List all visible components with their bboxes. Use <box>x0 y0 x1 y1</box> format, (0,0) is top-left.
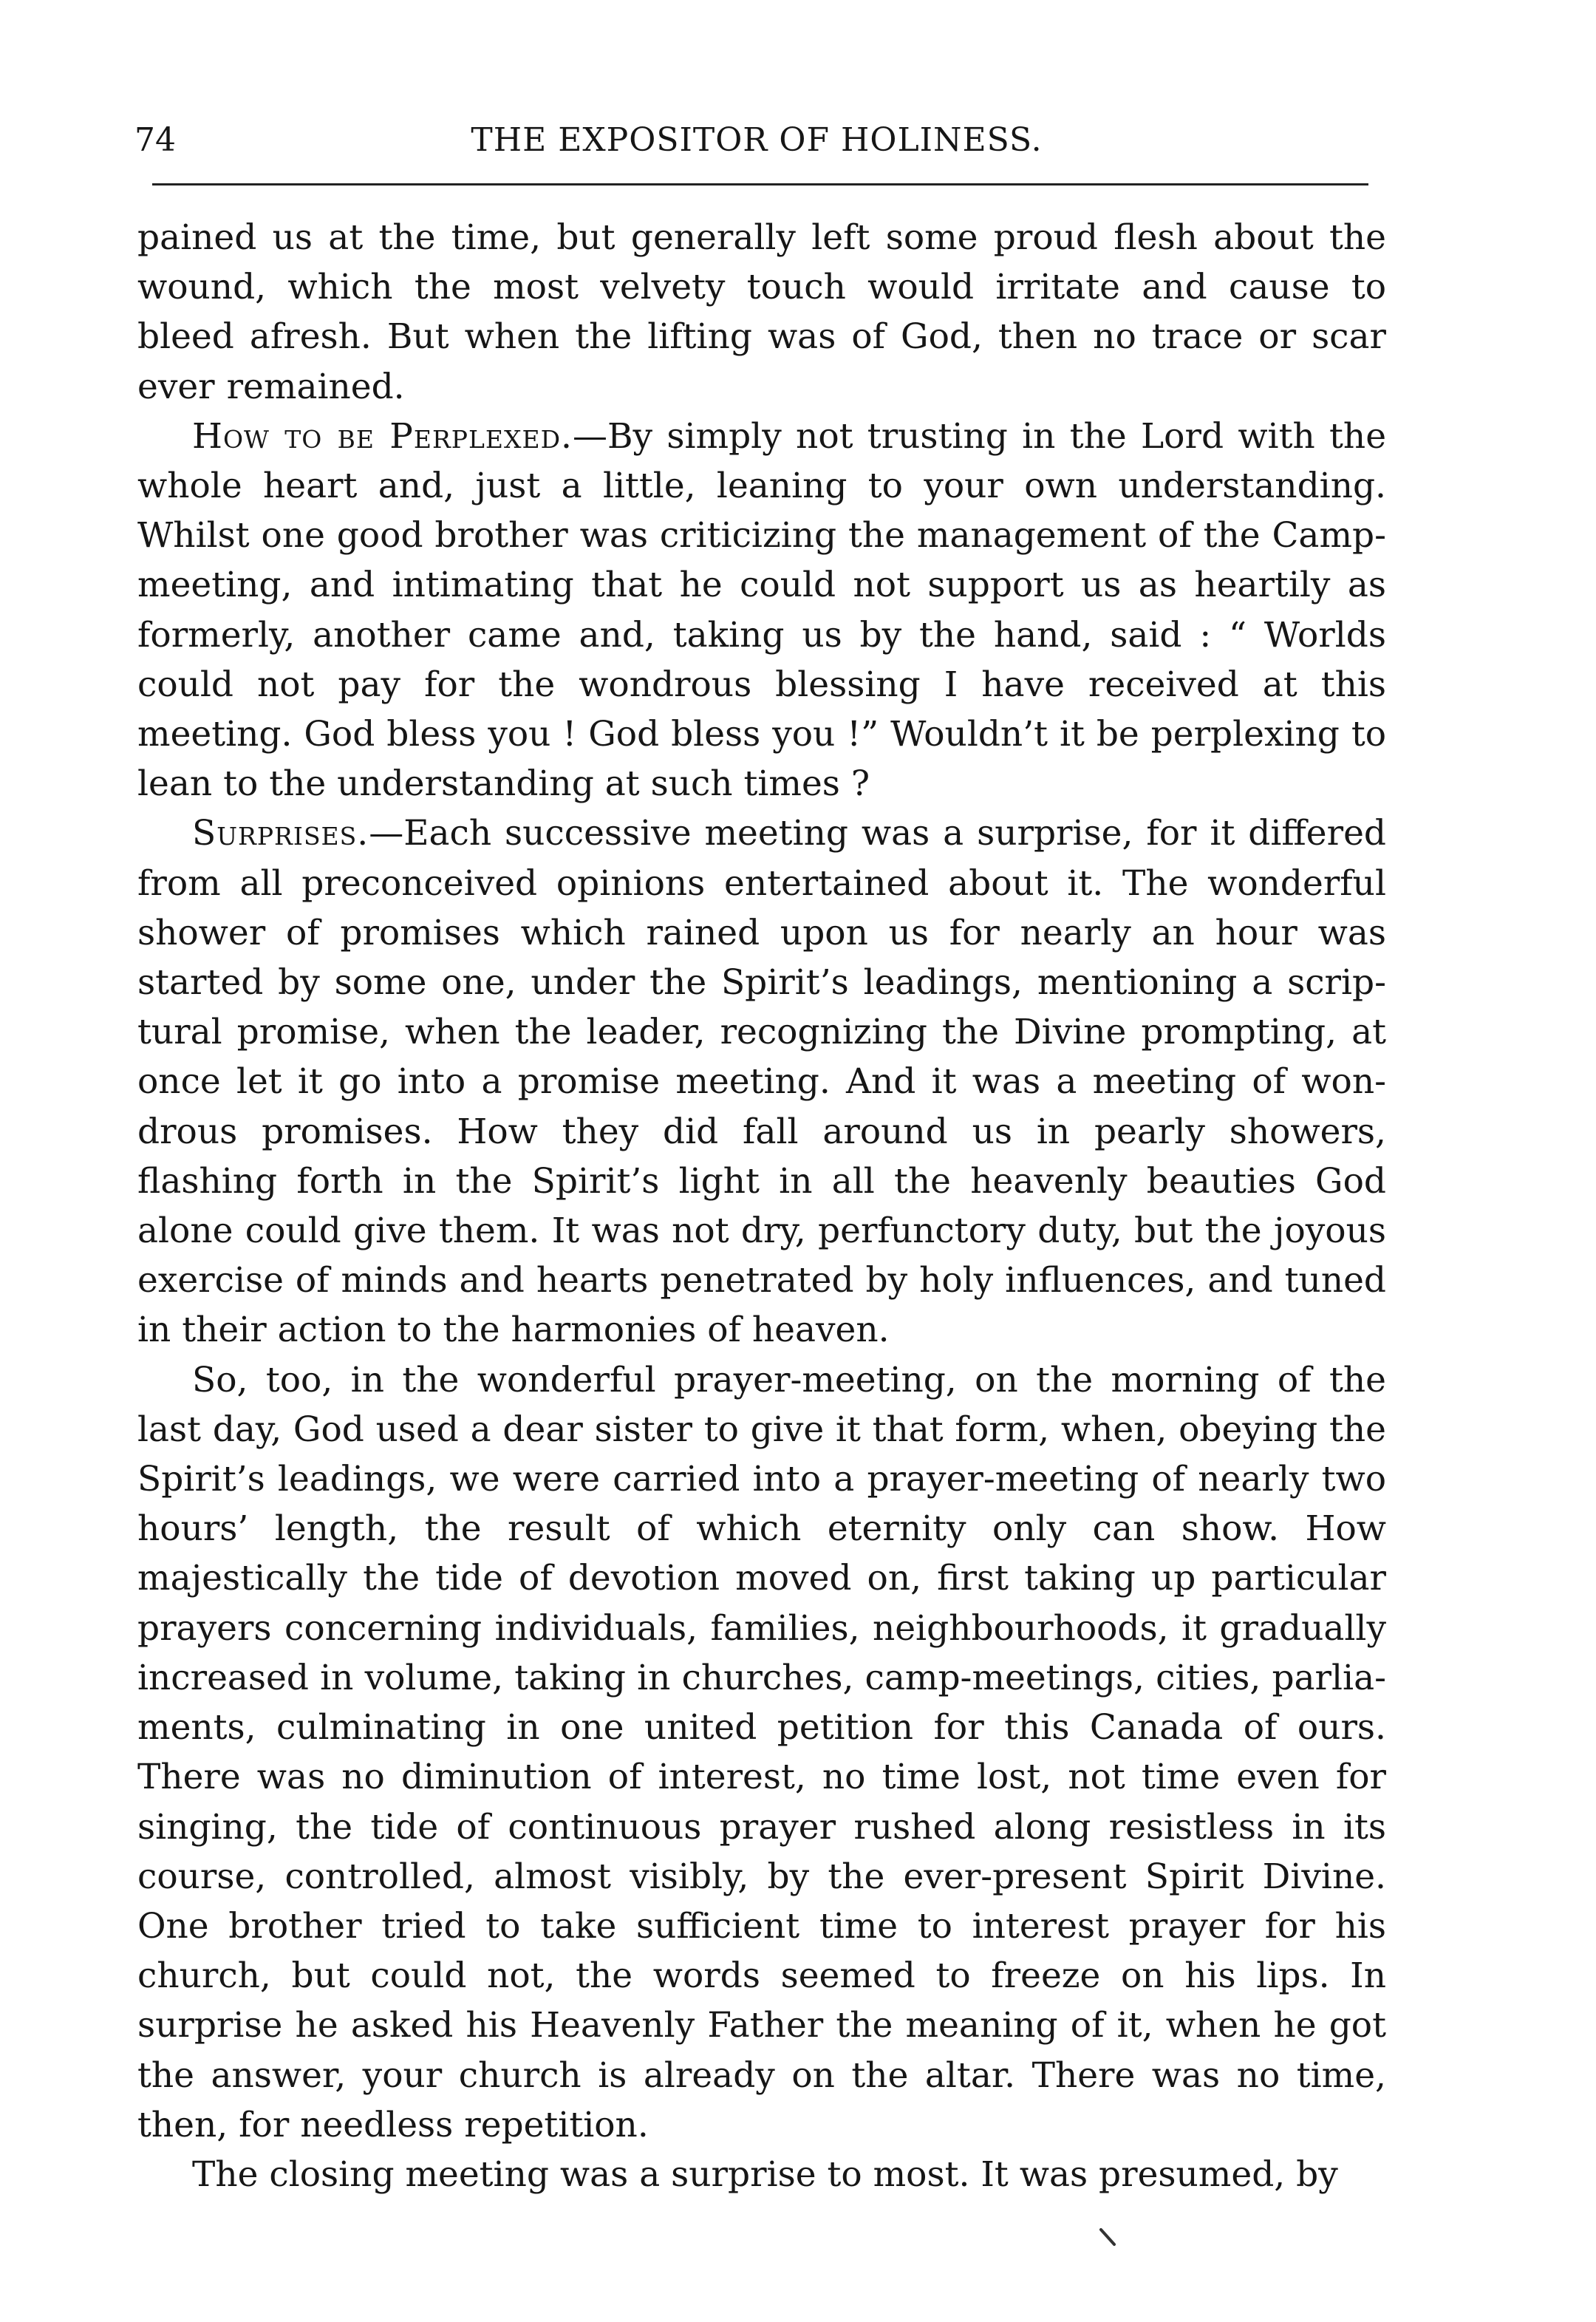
section-heading-surprises: Surprises. <box>192 813 369 854</box>
paragraph-surprises <box>137 808 1386 1355</box>
paragraph-text: The closing meeting was a surprise to most. It was presumed, by <box>192 2154 1338 2195</box>
journal-title: THE EXPOSITOR OF HOLINESS. <box>471 121 1043 159</box>
paragraph-continuation <box>137 213 1386 412</box>
running-head <box>134 118 1379 163</box>
stray-ink-mark <box>1098 2224 1120 2254</box>
page-number: 74 <box>134 121 176 159</box>
paragraph-text: So, too, in the wonderful prayer-meeting, on the morning of the last day, God used a dear sister to give it that form, when, obeying the Spirit’s leadings, we were carried into a prayer-meeting of nearly two hours’ length, the result of which eternity only can show. How majestically the tide of devotion moved on, first taking up particular prayers concerning individuals, families, neighbourhoods, it gradually increased in volume, taking in churches, camp-meetings, cities, parliaments, culminating in one united petition for this Canada of ours. There was no diminution of interest, no time lost, not time even for singing, the tide of continuous prayer rushed along resistless in its course, controlled, almost visibly, by the ever-present Spirit Divine. One brother tried to take sufficient time to interest prayer for his church, but could not, the words seemed to freeze on his lips. In surprise he asked his Heavenly Father the meaning of it, when he got the answer, your church is already on the altar. There was no time, then, for needless repetition. <box>137 1359 1386 2145</box>
paragraph-how-to-be-perplexed <box>137 412 1386 809</box>
paragraph-text: —Each successive meeting was a surprise, for it differed from all preconceived opinions entertained about it. The wonderful shower of promises which rained upon us for nearly an hour was started by some one, under the Spirit’s leadings, mentioning a scriptural promise, when the leader, recognizing the Divine prompting, at once let it go into a promise meeting. And it was a meeting of wondrous promises. How they did fall around us in pearly showers, flashing forth in the Spirit’s light in all the heavenly beauties God alone could give them. It was not dry, perfunctory duty, but the joyous exercise of minds and hearts penetrated by holy influences, and tuned in their action to the harmonies of heaven. <box>137 813 1386 1351</box>
paragraph-text: —By simply not trusting in the Lord with the whole heart and, just a little, leaning to your own understanding. Whilst one good brother was criticizing the management of the Campmeeting, and intimating that he could not support us as heartily as formerly, another came and, taking us by the hand, said : “ Worlds could not pay for the wondrous blessing I have received at this meeting. God bless you ! God bless you !” Wouldn’t it be perplexing to lean to the understanding at such times ? <box>137 415 1387 805</box>
body-text <box>137 213 1386 2199</box>
stray-mark-icon <box>1098 2227 1120 2249</box>
header-rule <box>152 183 1368 185</box>
section-heading-perplexed: How to be Perplexed. <box>192 415 573 457</box>
paragraph-closing-meeting <box>137 2150 1386 2199</box>
paragraph-prayer-meeting <box>137 1355 1386 2150</box>
paragraph-text: pained us at the time, but generally left some proud flesh about the wound, which the most velvety touch would irritate and cause to bleed afresh. But when the lifting was of God, then no trace or scar ever remained. <box>137 217 1386 407</box>
